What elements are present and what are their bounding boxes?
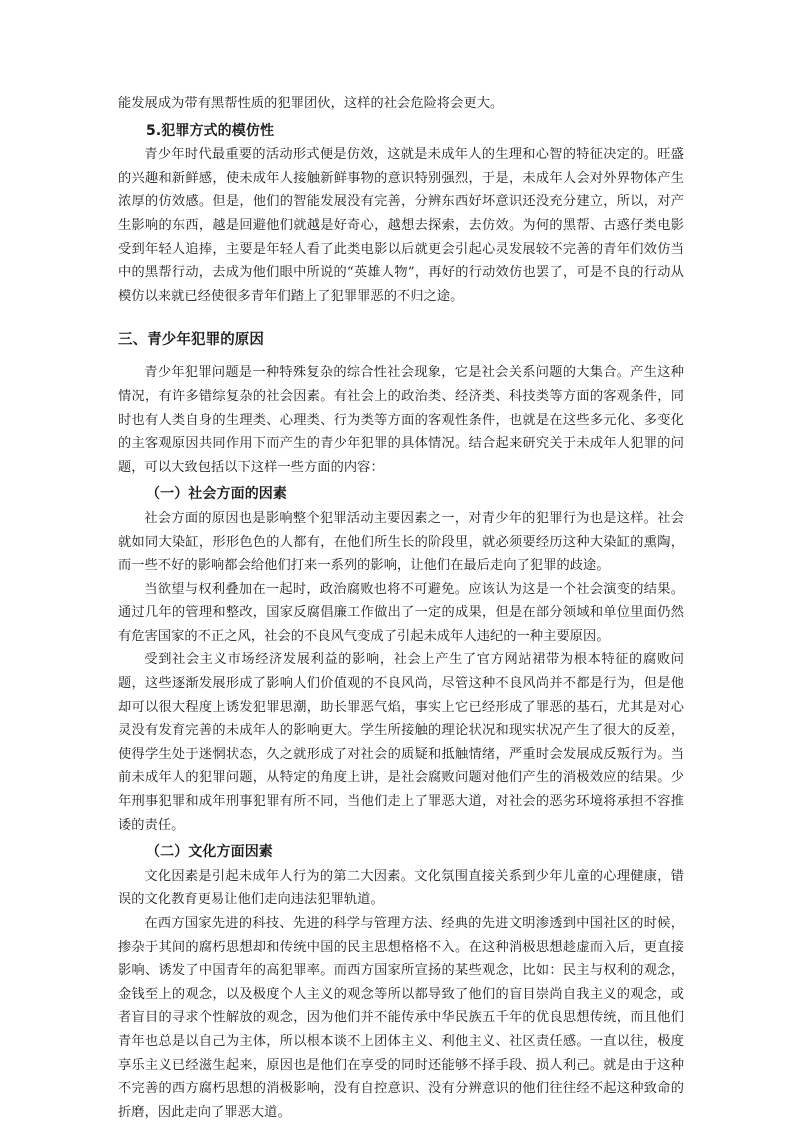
paragraph-social-2: 当欲望与权利叠加在一起时，政治腐败也将不可避免。应该认为这是一个社会演变的结果。通过几年的管理和整改，国家反腐倡廉工作做出了一定的成果，但是在部分领域和单位里面仍然有危害国家的不正之风，社会的不良风气变成了引起未成年人违纪的一种主要原因。 (118, 581, 684, 644)
subheading-imitation: 5.犯罪方式的模仿性 (146, 122, 275, 139)
paragraph-social-3: 受到社会主义市场经济发展利益的影响，社会上产生了官方网站裙带为根本特征的腐败问题，这些逐渐发展形成了影响人们价值观的不良风尚，尽管这种不良风尚并不都是行为，但是他却可以很大程度上诱发犯罪思潮，助长罪恶气焰，事实上它已经形成了罪恶的基石，尤其是对心灵没有发育完善的未成年人的影响更大。学生所接触的理论状况和现实状况产生了很大的反差，使得学生处于迷惘状态，久之就形成了对社会的质疑和抵触情绪，严重时会发展成反叛行为。当前未成年人的犯罪问题，从特定的角度上讲，是社会腐败问题对他们产生的消极效应的结果。少年刑事犯罪和成年刑事犯罪有所不同，当他们走上了罪恶大道，对社会的恶劣环境将承担不容推诿的责任。 (118, 652, 684, 833)
paragraph-cultural-1: 文化因素是引起未成年人行为的第二大因素。文化氛围直接关系到少年儿童的心理健康，错误的文化教育更易让他们走向违法犯罪轨道。 (118, 868, 684, 908)
document-page (118, 92, 684, 1124)
subheading-cultural-factors: （二）文化方面因素 (146, 844, 273, 861)
paragraph-cultural-2: 在西方国家先进的科技、先进的科学与管理方法、经典的先进文明渗透到中国社区的时候，掺杂于其间的腐朽思想却和传统中国的民主思想格格不入。在这种消极思想趁虚而入后，更直接影响、诱发了中国青年的高犯罪率。而西方国家所宣扬的某些观念，比如：民主与权利的观念，金钱至上的观念，以及极度个人主义的观念等所以都导致了他们的盲目崇尚自我主义的观念，或者盲目的寻求个性解放的观念，因为他们并不能传承中华民族五千年的优良思想传统，而且他们青年也总是以自己为主体，所以根本谈不上团体主义、利他主义、社区责任感。一直以往，极度享乐主义已经滋生起来，原因也是他们在享受的同时还能够不择手段、损人利己。就是由于这种不完善的西方腐朽思想的消极影响，没有自控意识、没有分辨意识的他们往往经不起这种致命的折磨，因此走向了罪恶大道。 (118, 916, 684, 1120)
paragraph-social-1: 社会方面的原因也是影响整个犯罪活动主要因素之一，对青少年的犯罪行为也是这样。社会就如同大染缸，形形色色的人都有，在他们所生长的阶段里，就必须要经历这种大染缸的熏陶，而一些不好的影响都会给他们打来一系列的影响，让他们在最后走向了犯罪的歧途。 (118, 510, 684, 574)
paragraph-imitation: 青少年时代最重要的活动形式便是仿效，这就是未成年人的生理和心智的特征决定的。旺盛的兴趣和新鲜感，使未成年人接触新鲜事物的意识特别强烈，于是，未成年人会对外界物体产生浓厚的仿效感。但是，他们的智能发展没有完善，分辨东西好坏意识还没充分建立，所以，对产生影响的东西，越是回避他们就越是好奇心，越想去探索，去仿效。为何的黑帮、古惑仔类电影受到年轻人追捧，主要是年轻人看了此类电影以后就更会引起心灵发展较不完善的青年们效仿当中的黑帮行动，去成为他们眼中所说的“英雄人物”，再好的行动效仿也罢了，可是不良的行动从模仿以来就已经使很多青年们踏上了犯罪罪恶的不归之途。 (118, 147, 684, 304)
section-heading-causes: 三、青少年犯罪的原因 (118, 332, 264, 349)
subheading-social-factors: （一）社会方面的因素 (146, 486, 287, 503)
paragraph-continued: 能发展成为带有黑帮性质的犯罪团伙，这样的社会危险将会更大。 (118, 96, 504, 111)
paragraph-causes-intro: 青少年犯罪问题是一种特殊复杂的综合性社会现象，它是社会关系问题的大集合。产生这种情况，有许多错综复杂的社会因素。有社会上的政治类、经济类、科技类等方面的客观条件，同时也有人类自身的生理类、心理类、行为类等方面的客观性条件，也就是在这些多元化、多变化的主客观原因共同作用下而产生的青少年犯罪的具体情况。结合起来研究关于未成年人犯罪的问题，可以大致包括以下这样一些方面的内容： (118, 365, 684, 475)
